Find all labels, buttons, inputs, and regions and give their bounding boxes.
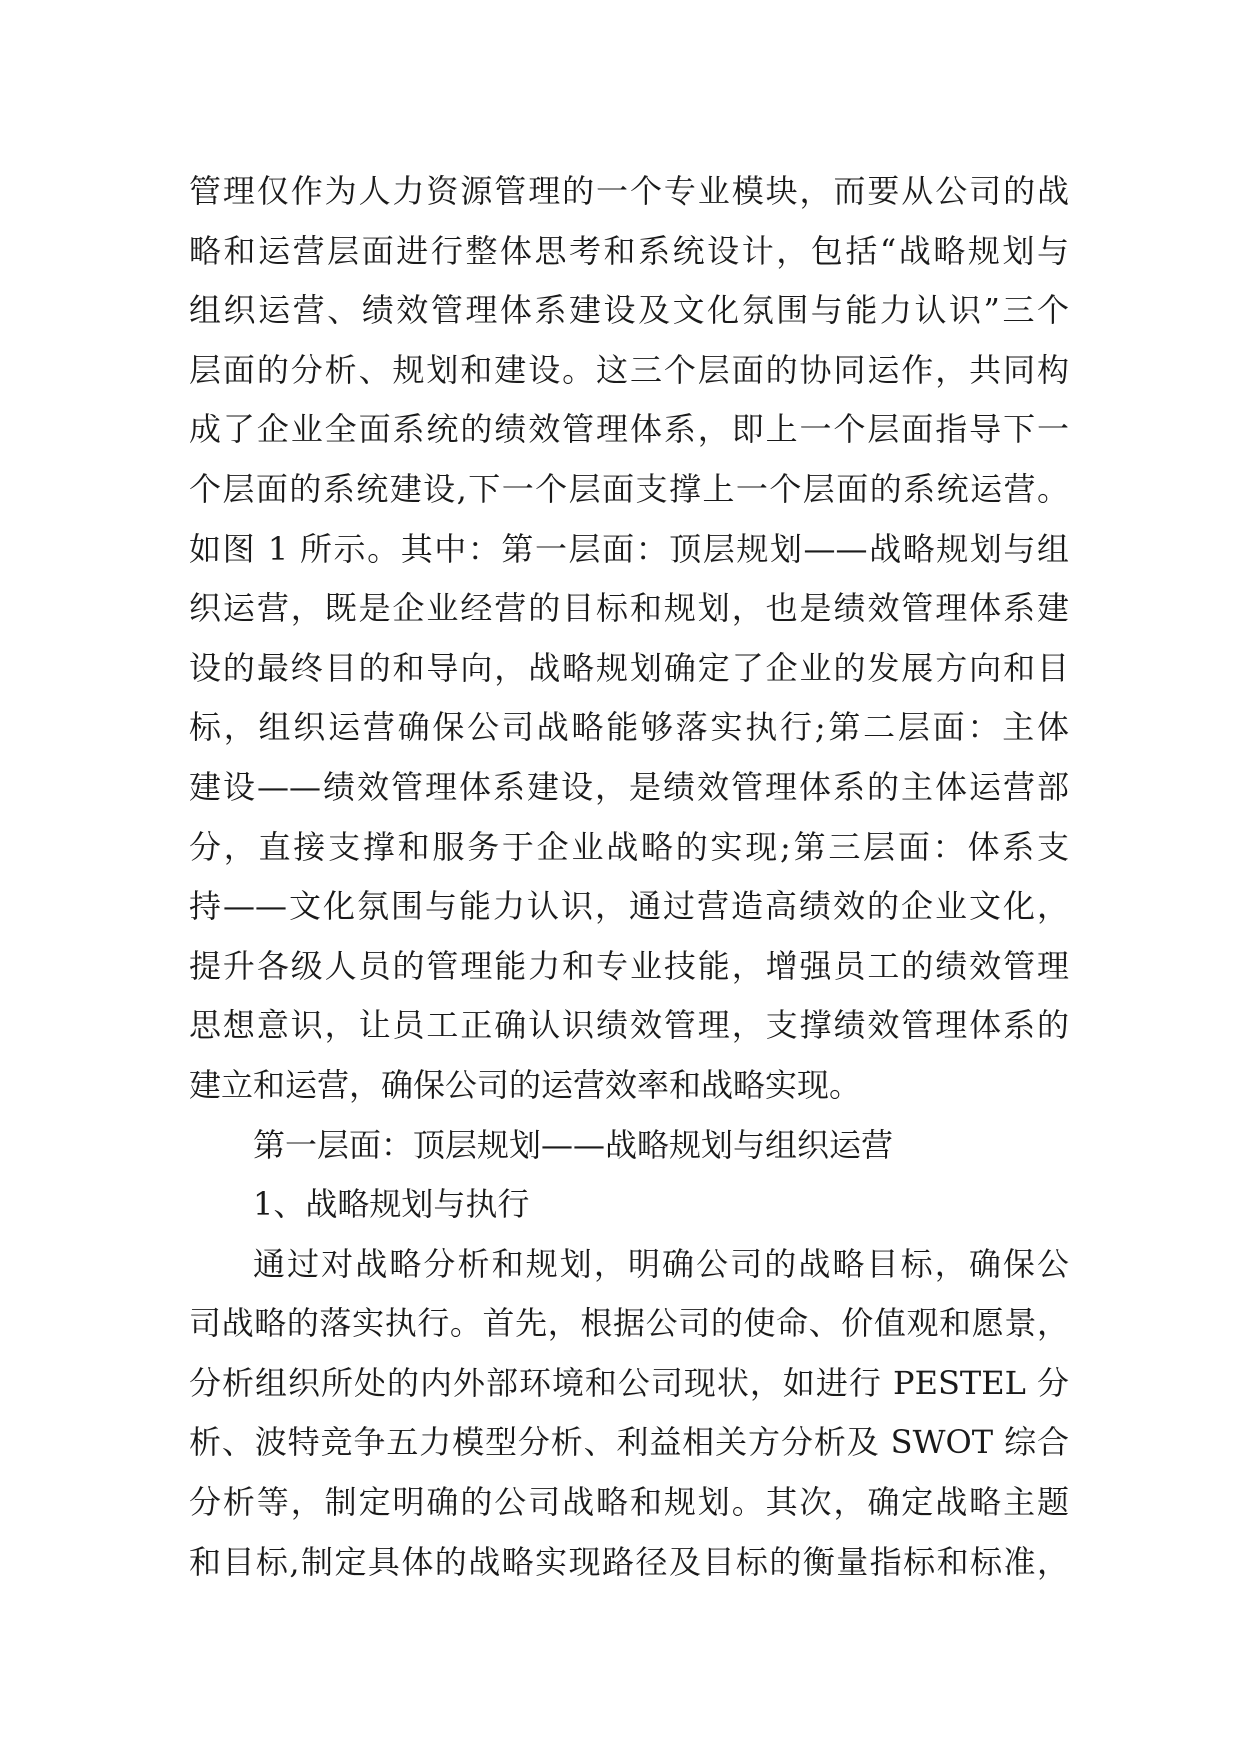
paragraph-1-line-9: 设的最终目的和导向，战略规划确定了企业的发展方向和目 <box>189 648 1069 687</box>
paragraph-1-line-16: 建立和运营，确保公司的运营效率和战略实现。 <box>189 1065 862 1104</box>
paragraph-2-line-1: 通过对战略分析和规划，明确公司的战略目标，确保公 <box>253 1244 1069 1283</box>
paragraph-1-line-1: 管理仅作为人力资源管理的一个专业模块，而要从公司的战 <box>189 172 1069 210</box>
paragraph-1-line-4: 层面的分析、规划和建设。这三个层面的协同运作，共同构 <box>189 350 1069 389</box>
paragraph-1-line-15: 思想意识，让员工正确认识绩效管理，支撑绩效管理体系的 <box>189 1006 1069 1045</box>
paragraph-1-line-8: 织运营，既是企业经营的目标和规划，也是绩效管理体系建 <box>189 589 1069 628</box>
section-heading-level-2: 1、战略规划与执行 <box>253 1185 530 1224</box>
paragraph-1-line-6: 个层面的系统建设,下一个层面支撑上一个层面的系统运营。 <box>189 469 1069 508</box>
paragraph-2-line-4: 析、波特竞争五力模型分析、利益相关方分析及 SWOT 综合 <box>189 1423 1069 1462</box>
paragraph-1-line-3: 组织运营、绩效管理体系建设及文化氛围与能力认识”三个 <box>189 291 1069 330</box>
section-heading-level-1: 第一层面：顶层规划——战略规划与组织运营 <box>253 1125 894 1164</box>
paragraph-2-line-6: 和目标,制定具体的战略实现路径及目标的衡量指标和标准， <box>189 1542 1069 1581</box>
paragraph-2-line-2: 司战略的落实执行。首先，根据公司的使命、价值观和愿景， <box>189 1304 1069 1343</box>
paragraph-2-line-5: 分析等，制定明确的公司战略和规划。其次，确定战略主题 <box>189 1483 1069 1522</box>
paragraph-1-line-13: 持——文化氛围与能力认识，通过营造高绩效的企业文化， <box>189 887 1069 926</box>
paragraph-1-line-10: 标，组织运营确保公司战略能够落实执行;第二层面：主体 <box>189 708 1069 747</box>
document-body <box>189 162 1069 1592</box>
paragraph-2-line-3: 分析组织所处的内外部环境和公司现状，如进行 PESTEL 分 <box>189 1363 1069 1402</box>
paragraph-1-line-7: 如图 1 所示。其中：第一层面：顶层规划——战略规划与组 <box>189 529 1069 568</box>
paragraph-1-line-14: 提升各级人员的管理能力和专业技能，增强员工的绩效管理 <box>189 946 1069 985</box>
paragraph-1-line-11: 建设——绩效管理体系建设，是绩效管理体系的主体运营部 <box>189 767 1069 806</box>
paragraph-1-line-2: 略和运营层面进行整体思考和系统设计，包括“战略规划与 <box>189 231 1069 270</box>
paragraph-1-line-5: 成了企业全面系统的绩效管理体系，即上一个层面指导下一 <box>189 410 1069 449</box>
paragraph-1-line-12: 分，直接支撑和服务于企业战略的实现;第三层面：体系支 <box>189 827 1069 866</box>
